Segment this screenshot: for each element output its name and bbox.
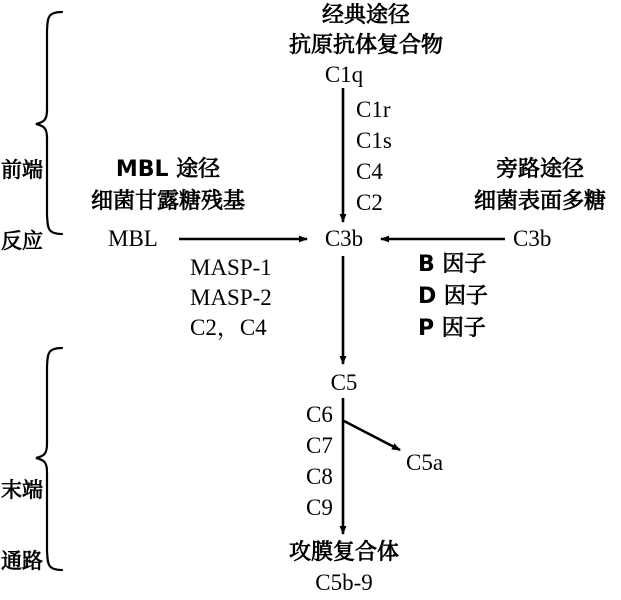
stage-label-front-line2: 反应 bbox=[1, 228, 43, 253]
mbl-pathway-trigger: 细菌甘露糖残基 bbox=[90, 189, 246, 214]
classical-pathway-name: 经典途径 bbox=[321, 3, 411, 28]
mbl-component-masp1: MASP-1 bbox=[190, 255, 272, 280]
classical-component-c4: C4 bbox=[356, 159, 383, 184]
mbl-initiator: MBL bbox=[108, 226, 158, 251]
classical-pathway-trigger: 抗原抗体复合物 bbox=[288, 33, 444, 58]
arrow-c5-to-c5a bbox=[344, 421, 400, 450]
classical-component-c1s: C1s bbox=[356, 128, 392, 153]
alternative-initiator-c3b: C3b bbox=[513, 226, 552, 251]
classical-initiator-c1q: C1q bbox=[324, 62, 364, 87]
mbl-pathway-name: MBL 途径 bbox=[115, 157, 221, 182]
terminal-product-name: 攻膜复合体 bbox=[288, 540, 400, 565]
alternative-component-b: B 因子 bbox=[418, 252, 487, 277]
mbl-component-c2-c4: C2，C4 bbox=[190, 315, 267, 340]
classical-component-c2: C2 bbox=[356, 190, 383, 215]
terminal-product-code: C5b-9 bbox=[315, 570, 373, 595]
stage-label-terminal bbox=[1, 432, 43, 600]
convergence-node-c3b: C3b bbox=[324, 226, 364, 251]
mbl-component-masp2: MASP-2 bbox=[190, 285, 272, 310]
terminal-component-c8: C8 bbox=[306, 464, 333, 489]
alternative-pathway-trigger: 细菌表面多糖 bbox=[473, 189, 607, 214]
alternative-component-d: D 因子 bbox=[418, 284, 488, 309]
terminal-component-c9: C9 bbox=[306, 495, 333, 520]
classical-component-c1r: C1r bbox=[356, 97, 391, 122]
terminal-start-c5: C5 bbox=[330, 370, 358, 395]
terminal-component-c6: C6 bbox=[306, 402, 333, 427]
stage-label-terminal-line2: 通路 bbox=[1, 548, 43, 573]
alternative-pathway-name: 旁路途径 bbox=[495, 157, 585, 182]
terminal-component-c7: C7 bbox=[306, 433, 333, 458]
stage-label-front-line1: 前端 bbox=[1, 158, 43, 183]
alternative-component-p: P 因子 bbox=[418, 316, 486, 341]
terminal-branch-c5a: C5a bbox=[406, 450, 444, 475]
stage-label-terminal-line1: 末端 bbox=[1, 478, 43, 503]
stage-label-front bbox=[1, 112, 43, 300]
